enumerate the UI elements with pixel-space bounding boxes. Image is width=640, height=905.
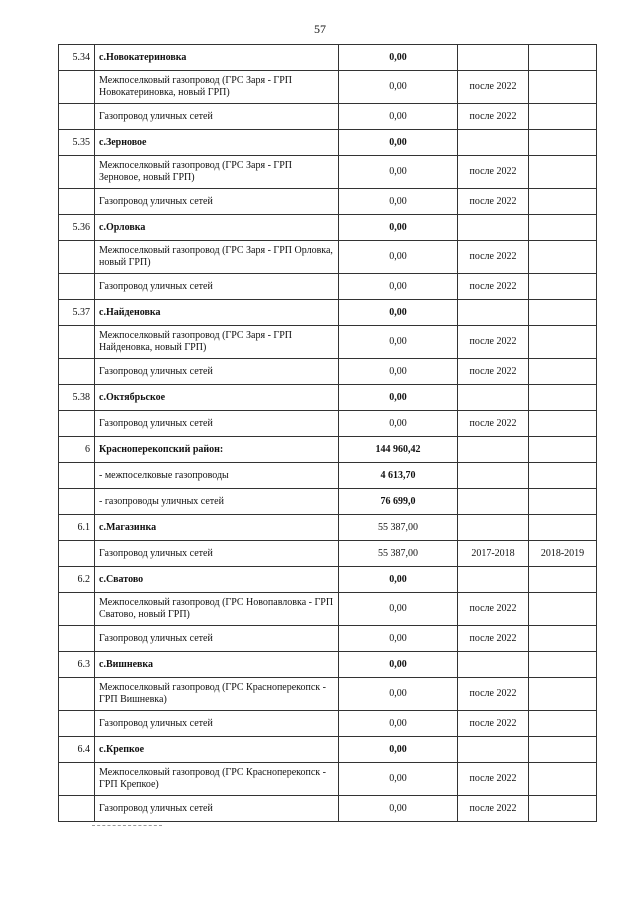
table-row bbox=[59, 104, 597, 130]
row-value-cell: 55 387,00 bbox=[339, 541, 458, 567]
row-name-cell: Межпоселковый газопровод (ГРС Заря - ГРП Зерновое, новый ГРП) bbox=[95, 156, 339, 189]
row-period2-cell bbox=[529, 437, 597, 463]
row-period1-cell: после 2022 bbox=[458, 274, 529, 300]
row-period2-cell: 2018-2019 bbox=[529, 541, 597, 567]
table-row bbox=[59, 156, 597, 189]
gas-pipeline-table bbox=[58, 44, 597, 822]
row-period1-cell: после 2022 bbox=[458, 156, 529, 189]
row-period2-cell bbox=[529, 711, 597, 737]
row-period2-cell bbox=[529, 796, 597, 822]
row-name-cell: с.Октябрьское bbox=[95, 385, 339, 411]
row-name-cell: Межпоселковый газопровод (ГРС Заря - ГРП Орловка, новый ГРП) bbox=[95, 241, 339, 274]
row-period1-cell: после 2022 bbox=[458, 593, 529, 626]
row-value-cell: 0,00 bbox=[339, 45, 458, 71]
row-name-cell: с.Новокатериновка bbox=[95, 45, 339, 71]
row-value-cell: 0,00 bbox=[339, 274, 458, 300]
row-value-cell: 0,00 bbox=[339, 737, 458, 763]
row-period2-cell bbox=[529, 489, 597, 515]
footer-rule bbox=[92, 825, 162, 826]
row-period1-cell: после 2022 bbox=[458, 796, 529, 822]
table-row bbox=[59, 411, 597, 437]
row-number-cell bbox=[59, 411, 95, 437]
row-name-cell: с.Сватово bbox=[95, 567, 339, 593]
table-row bbox=[59, 189, 597, 215]
row-period2-cell bbox=[529, 737, 597, 763]
row-period2-cell bbox=[529, 45, 597, 71]
row-name-cell: Межпоселковый газопровод (ГРС Заря - ГРП Найденовка, новый ГРП) bbox=[95, 326, 339, 359]
row-period1-cell: после 2022 bbox=[458, 189, 529, 215]
row-number-cell: 6.1 bbox=[59, 515, 95, 541]
row-name-cell: - газопроводы уличных сетей bbox=[95, 489, 339, 515]
row-name-cell: Газопровод уличных сетей bbox=[95, 274, 339, 300]
row-period2-cell bbox=[529, 359, 597, 385]
row-number-cell bbox=[59, 711, 95, 737]
row-period1-cell bbox=[458, 130, 529, 156]
row-number-cell bbox=[59, 541, 95, 567]
row-period2-cell bbox=[529, 300, 597, 326]
row-value-cell: 0,00 bbox=[339, 156, 458, 189]
row-value-cell: 0,00 bbox=[339, 359, 458, 385]
row-number-cell: 5.38 bbox=[59, 385, 95, 411]
row-value-cell: 0,00 bbox=[339, 385, 458, 411]
row-period2-cell bbox=[529, 652, 597, 678]
row-period1-cell: после 2022 bbox=[458, 711, 529, 737]
row-period1-cell bbox=[458, 385, 529, 411]
section-row bbox=[59, 515, 597, 541]
row-number-cell bbox=[59, 326, 95, 359]
row-value-cell: 0,00 bbox=[339, 300, 458, 326]
row-period2-cell bbox=[529, 567, 597, 593]
row-number-cell bbox=[59, 274, 95, 300]
row-period1-cell bbox=[458, 489, 529, 515]
row-period2-cell bbox=[529, 326, 597, 359]
table-row bbox=[59, 711, 597, 737]
row-name-cell: Красноперекопский район: bbox=[95, 437, 339, 463]
row-name-cell: Газопровод уличных сетей bbox=[95, 359, 339, 385]
row-value-cell: 144 960,42 bbox=[339, 437, 458, 463]
section-row bbox=[59, 130, 597, 156]
row-number-cell bbox=[59, 463, 95, 489]
row-number-cell: 6.4 bbox=[59, 737, 95, 763]
row-name-cell: Межпоселковый газопровод (ГРС Заря - ГРП Новокатериновка, новый ГРП) bbox=[95, 71, 339, 104]
table-row bbox=[59, 678, 597, 711]
row-number-cell: 5.37 bbox=[59, 300, 95, 326]
row-number-cell bbox=[59, 626, 95, 652]
row-number-cell: 5.34 bbox=[59, 45, 95, 71]
row-period2-cell bbox=[529, 215, 597, 241]
row-period2-cell bbox=[529, 71, 597, 104]
row-value-cell: 0,00 bbox=[339, 215, 458, 241]
row-name-cell: с.Найденовка bbox=[95, 300, 339, 326]
row-period2-cell bbox=[529, 104, 597, 130]
row-number-cell: 6.2 bbox=[59, 567, 95, 593]
row-period1-cell bbox=[458, 515, 529, 541]
row-name-cell: Газопровод уличных сетей bbox=[95, 189, 339, 215]
row-number-cell: 5.35 bbox=[59, 130, 95, 156]
row-name-cell: Газопровод уличных сетей bbox=[95, 796, 339, 822]
row-name-cell: Газопровод уличных сетей bbox=[95, 711, 339, 737]
section-row bbox=[59, 567, 597, 593]
row-value-cell: 0,00 bbox=[339, 71, 458, 104]
row-value-cell: 0,00 bbox=[339, 652, 458, 678]
row-period1-cell: после 2022 bbox=[458, 241, 529, 274]
row-number-cell bbox=[59, 241, 95, 274]
row-name-cell: с.Зерновое bbox=[95, 130, 339, 156]
row-number-cell bbox=[59, 359, 95, 385]
page-number: 57 bbox=[314, 22, 326, 36]
row-value-cell: 0,00 bbox=[339, 763, 458, 796]
table-row bbox=[59, 626, 597, 652]
row-name-cell: Газопровод уличных сетей bbox=[95, 541, 339, 567]
row-period1-cell bbox=[458, 463, 529, 489]
row-value-cell: 0,00 bbox=[339, 104, 458, 130]
row-period1-cell: после 2022 bbox=[458, 326, 529, 359]
row-period2-cell bbox=[529, 515, 597, 541]
row-name-cell: с.Вишневка bbox=[95, 652, 339, 678]
row-name-cell: Межпоселковый газопровод (ГРС Красноперекопск - ГРП Вишневка) bbox=[95, 678, 339, 711]
row-period1-cell: после 2022 bbox=[458, 411, 529, 437]
row-period1-cell bbox=[458, 652, 529, 678]
row-period1-cell: после 2022 bbox=[458, 763, 529, 796]
row-value-cell: 0,00 bbox=[339, 678, 458, 711]
row-period2-cell bbox=[529, 763, 597, 796]
section-row bbox=[59, 437, 597, 463]
row-number-cell bbox=[59, 593, 95, 626]
row-period2-cell bbox=[529, 274, 597, 300]
row-period1-cell: после 2022 bbox=[458, 104, 529, 130]
table-row bbox=[59, 274, 597, 300]
section-row bbox=[59, 385, 597, 411]
section-row bbox=[59, 300, 597, 326]
section-row bbox=[59, 489, 597, 515]
table-row bbox=[59, 71, 597, 104]
table-row bbox=[59, 541, 597, 567]
row-number-cell bbox=[59, 489, 95, 515]
row-period1-cell bbox=[458, 215, 529, 241]
table-row bbox=[59, 241, 597, 274]
row-period1-cell: после 2022 bbox=[458, 359, 529, 385]
table-row bbox=[59, 326, 597, 359]
table-row bbox=[59, 763, 597, 796]
row-number-cell bbox=[59, 796, 95, 822]
row-period1-cell bbox=[458, 567, 529, 593]
row-name-cell: Межпоселковый газопровод (ГРС Новопавловка - ГРП Сватово, новый ГРП) bbox=[95, 593, 339, 626]
row-value-cell: 76 699,0 bbox=[339, 489, 458, 515]
row-name-cell: с.Магазинка bbox=[95, 515, 339, 541]
row-number-cell bbox=[59, 678, 95, 711]
row-period2-cell bbox=[529, 241, 597, 274]
row-name-cell: Газопровод уличных сетей bbox=[95, 104, 339, 130]
section-row bbox=[59, 652, 597, 678]
row-value-cell: 0,00 bbox=[339, 711, 458, 737]
row-number-cell: 5.36 bbox=[59, 215, 95, 241]
row-value-cell: 0,00 bbox=[339, 626, 458, 652]
row-period1-cell: после 2022 bbox=[458, 71, 529, 104]
section-row bbox=[59, 463, 597, 489]
row-period1-cell bbox=[458, 300, 529, 326]
row-number-cell bbox=[59, 104, 95, 130]
row-period2-cell bbox=[529, 130, 597, 156]
row-period1-cell bbox=[458, 737, 529, 763]
row-value-cell: 0,00 bbox=[339, 411, 458, 437]
row-value-cell: 55 387,00 bbox=[339, 515, 458, 541]
row-period1-cell: после 2022 bbox=[458, 626, 529, 652]
row-value-cell: 0,00 bbox=[339, 130, 458, 156]
table-row bbox=[59, 359, 597, 385]
row-period1-cell bbox=[458, 437, 529, 463]
table-body bbox=[59, 45, 597, 822]
row-number-cell bbox=[59, 156, 95, 189]
section-row bbox=[59, 45, 597, 71]
row-number-cell bbox=[59, 189, 95, 215]
row-number-cell: 6.3 bbox=[59, 652, 95, 678]
row-period2-cell bbox=[529, 189, 597, 215]
row-value-cell: 0,00 bbox=[339, 567, 458, 593]
row-value-cell: 0,00 bbox=[339, 593, 458, 626]
table-row bbox=[59, 593, 597, 626]
row-name-cell: - межпоселковые газопроводы bbox=[95, 463, 339, 489]
table-row bbox=[59, 796, 597, 822]
row-name-cell: Газопровод уличных сетей bbox=[95, 626, 339, 652]
row-name-cell: Межпоселковый газопровод (ГРС Красноперекопск - ГРП Крепкое) bbox=[95, 763, 339, 796]
row-value-cell: 0,00 bbox=[339, 796, 458, 822]
row-value-cell: 0,00 bbox=[339, 326, 458, 359]
row-period1-cell: 2017-2018 bbox=[458, 541, 529, 567]
row-period2-cell bbox=[529, 593, 597, 626]
row-name-cell: с.Орловка bbox=[95, 215, 339, 241]
row-name-cell: Газопровод уличных сетей bbox=[95, 411, 339, 437]
row-period2-cell bbox=[529, 463, 597, 489]
row-period1-cell bbox=[458, 45, 529, 71]
row-period2-cell bbox=[529, 678, 597, 711]
section-row bbox=[59, 215, 597, 241]
row-number-cell bbox=[59, 763, 95, 796]
section-row bbox=[59, 737, 597, 763]
row-value-cell: 4 613,70 bbox=[339, 463, 458, 489]
row-period2-cell bbox=[529, 156, 597, 189]
row-value-cell: 0,00 bbox=[339, 189, 458, 215]
row-number-cell bbox=[59, 71, 95, 104]
row-period2-cell bbox=[529, 411, 597, 437]
row-number-cell: 6 bbox=[59, 437, 95, 463]
row-value-cell: 0,00 bbox=[339, 241, 458, 274]
row-period1-cell: после 2022 bbox=[458, 678, 529, 711]
row-period2-cell bbox=[529, 626, 597, 652]
row-period2-cell bbox=[529, 385, 597, 411]
row-name-cell: с.Крепкое bbox=[95, 737, 339, 763]
